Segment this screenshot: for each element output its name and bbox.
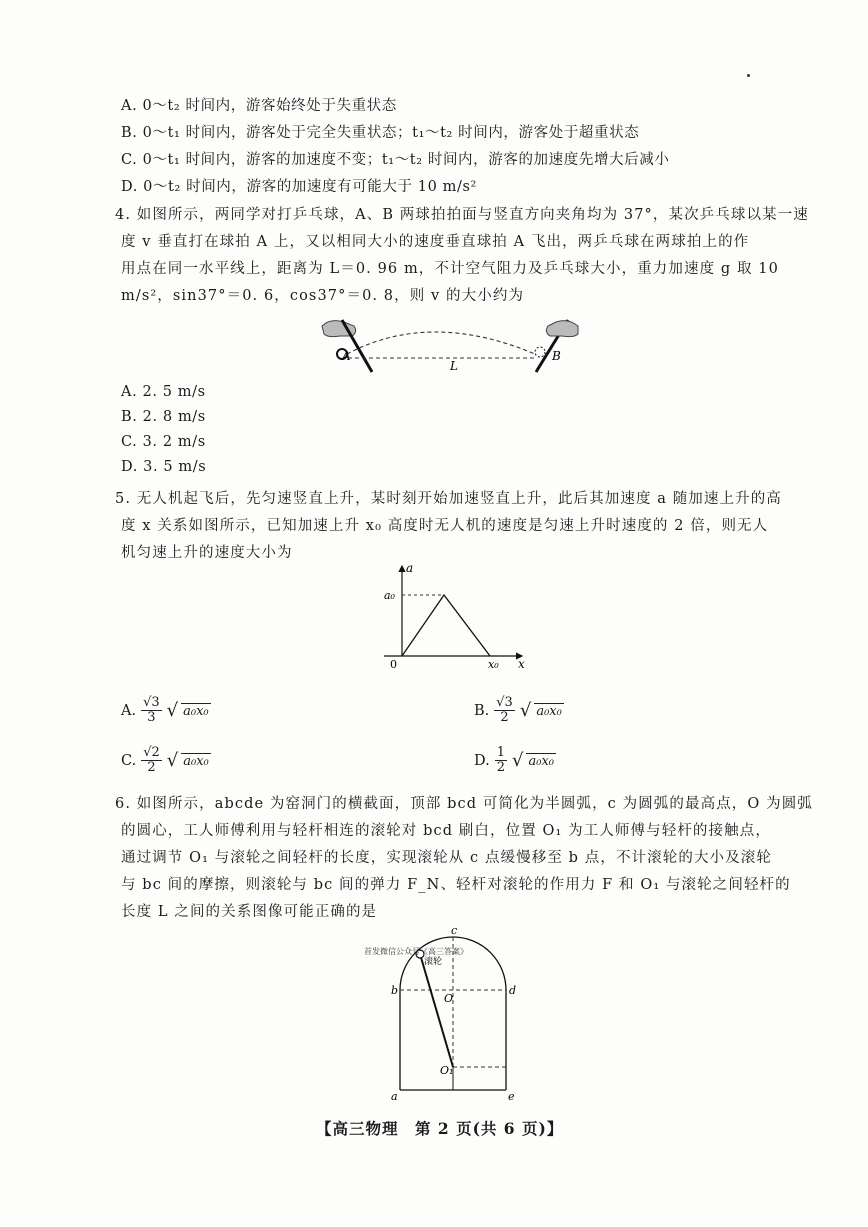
fraction <box>494 696 515 725</box>
label-a: a <box>391 1090 398 1102</box>
y-axis-label: a <box>406 562 414 575</box>
rod <box>420 954 453 1067</box>
label-a: A <box>342 349 351 363</box>
radicand: a₀x₀ <box>183 703 209 719</box>
q4-stem-line-1: 4. 如图所示，两同学对打乒乓球，A、B 两球拍拍面与竖直方向夹角均为 37°，某次乒乓球以某一速 <box>115 207 809 223</box>
fraction <box>141 746 162 775</box>
numerator: √3 <box>143 695 160 710</box>
label-o: O <box>444 992 454 1005</box>
q5-option-d <box>474 746 556 775</box>
q5-option-b <box>474 696 564 725</box>
q6-figure <box>360 922 530 1102</box>
denominator: 2 <box>147 760 156 775</box>
q6-stem-line-1: 6. 如图所示，abcde 为窑洞门的横截面，顶部 bcd 可简化为半圆弧，c 为圆弧的最高点，O 为圆弧 <box>115 796 813 812</box>
label-b: B <box>552 349 561 363</box>
q3-option-a: A. 0～t₂ 时间内，游客始终处于失重状态 <box>121 98 397 114</box>
label-c: c <box>451 924 458 937</box>
q4-figure <box>310 312 590 378</box>
sqrt-sign: √ <box>519 700 532 721</box>
label-d: d <box>509 984 517 997</box>
q6-stem-line-4: 与 bc 间的摩擦，则滚轮与 bc 间的弹力 F_N、轻杆对滚轮的作用力 F 和 O₁ 与滚轮之间轻杆的 <box>121 877 791 893</box>
q4-stem-line-4: m/s²，sin37°＝0. 6，cos37°＝0. 8，则 v 的大小约为 <box>121 288 525 304</box>
x-axis-label: x <box>518 657 525 671</box>
watermark: 首发微信公众号《高三答案》 <box>364 947 468 956</box>
paddle-a <box>342 320 372 372</box>
fraction <box>141 696 162 725</box>
sqrt-sign: √ <box>166 750 179 771</box>
origin-label: 0 <box>390 658 397 671</box>
denominator: 3 <box>147 710 156 725</box>
q6-stem-line-3: 通过调节 O₁ 与滚轮之间轻杆的长度，实现滚轮从 c 点缓慢移至 b 点，不计滚轮的大小及滚轮 <box>121 850 772 866</box>
option-letter: B. <box>474 702 490 719</box>
q5-option-a <box>121 696 211 725</box>
q5-stem-line-3: 机匀速上升的速度大小为 <box>121 545 293 561</box>
trajectory-arc <box>347 332 535 354</box>
numerator: √3 <box>496 695 513 710</box>
q4-option-d: D. 3. 5 m/s <box>121 459 207 475</box>
fraction <box>495 746 507 775</box>
a-x-curve <box>402 595 490 656</box>
q4-option-b: B. 2. 8 m/s <box>121 409 206 425</box>
speck <box>747 74 750 77</box>
label-l: L <box>450 359 458 373</box>
a0-tick: a₀ <box>384 589 395 602</box>
q5-stem-line-1: 5. 无人机起飞后，先匀速竖直上升，某时刻开始加速竖直上升，此后其加速度 a 随加速上升的高 <box>115 491 782 507</box>
numerator: √2 <box>143 745 160 760</box>
q4-stem-line-2: 度 v 垂直打在球拍 A 上，又以相同大小的速度垂直球拍 A 飞出，两乒乓球在两球拍上的作 <box>121 234 750 250</box>
option-letter: D. <box>474 752 490 769</box>
q3-option-c: C. 0～t₁ 时间内，游客的加速度不变；t₁～t₂ 时间内，游客的加速度先增大后减小 <box>121 152 670 168</box>
page-footer: 【高三物理 第 2 页(共 6 页)】 <box>316 1119 564 1138</box>
sqrt-sign: √ <box>512 750 524 771</box>
option-letter: A. <box>121 702 137 719</box>
q4-option-c: C. 3. 2 m/s <box>121 434 206 450</box>
q6-stem-line-2: 的圆心，工人师傅利用与轻杆相连的滚轮对 bcd 刷白，位置 O₁ 为工人师傅与轻杆的接触点， <box>121 823 771 839</box>
ball-b <box>535 347 545 357</box>
wheel-label: 滚轮 <box>424 957 443 967</box>
label-e: e <box>508 1090 515 1102</box>
q4-option-a: A. 2. 5 m/s <box>121 384 206 400</box>
radicand: a₀x₀ <box>183 753 209 769</box>
radicand: a₀x₀ <box>528 753 554 769</box>
q4-stem-line-3: 用点在同一水平线上，距离为 L＝0. 96 m，不计空气阻力及乒乓球大小，重力加速度 g 取 10 <box>121 261 779 277</box>
q6-stem-line-5: 长度 L 之间的关系图像可能正确的是 <box>121 904 378 920</box>
sqrt-sign: √ <box>166 700 179 721</box>
x0-tick: x₀ <box>488 658 499 671</box>
label-b: b <box>391 984 399 997</box>
q3-option-b: B. 0～t₁ 时间内，游客处于完全失重状态；t₁～t₂ 时间内，游客处于超重状态 <box>121 125 640 141</box>
numerator: 1 <box>496 745 505 760</box>
option-letter: C. <box>121 752 137 769</box>
q5-stem-line-2: 度 x 关系如图所示，已知加速上升 x₀ 高度时无人机的速度是匀速上升时速度的 2 倍，则无人 <box>121 518 769 534</box>
right-hand-icon <box>546 321 578 337</box>
q5-graph <box>378 562 528 674</box>
denominator: 2 <box>496 760 505 775</box>
radicand: a₀x₀ <box>536 703 562 719</box>
q5-option-c <box>121 746 211 775</box>
q3-option-d: D. 0～t₂ 时间内，游客的加速度有可能大于 10 m/s² <box>121 179 477 195</box>
label-o1: O₁ <box>440 1064 454 1077</box>
denominator: 2 <box>500 710 509 725</box>
